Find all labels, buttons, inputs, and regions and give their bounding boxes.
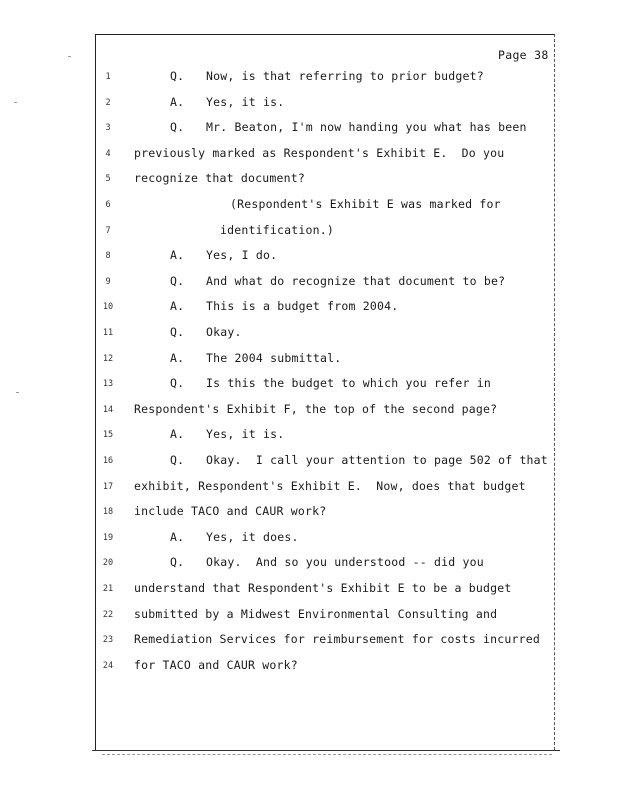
line-content: identification.) [220,222,334,237]
line-text [170,530,299,544]
page-number: Page 38 [498,48,549,62]
line-number: 18 [102,507,114,518]
line-content: Now, is that referring to prior budget? [206,69,484,83]
line-number: 3 [105,123,111,134]
line-number: 12 [102,353,114,364]
line-number: 9 [105,276,111,287]
transcript-line [0,555,618,573]
transcript-line [0,69,618,87]
line-text [134,171,305,185]
line-text [170,555,484,569]
speaker-label: Q. [170,120,185,135]
transcript-line [0,146,618,164]
line-text [170,325,242,339]
transcript-line [0,248,618,266]
line-content: Mr. Beaton, I'm now handing you what has been [206,120,527,135]
line-text [170,453,548,467]
page-bottom-rule [92,750,560,751]
line-text [170,248,277,262]
line-number: 6 [105,200,111,210]
line-content: Respondent's Exhibit F, the top of the second page? [134,401,498,416]
line-content: recognize that document? [134,171,305,186]
transcript-line [0,171,618,189]
line-text [134,504,326,518]
line-content: Okay. I call your attention to page 502 of that [206,453,548,467]
line-content: Okay. And so you understood -- did you [206,555,484,570]
transcript-line [0,581,618,599]
page-bottom-dashed-rule [102,754,552,755]
scan-speck [16,392,19,393]
speaker-label: A. [170,350,185,365]
line-text [170,427,284,441]
line-content: Is this the budget to which you refer in [206,376,491,391]
line-content: The 2004 submittal. [206,350,342,365]
line-text [134,658,298,672]
line-number: 7 [105,225,111,236]
line-content: understand that Respondent's Exhibit E to be a budget [134,581,512,595]
speaker-label: A. [170,94,185,109]
speaker-label: Q. [170,555,185,570]
line-number: 14 [102,404,114,415]
line-content: exhibit, Respondent's Exhibit E. Now, does that budget [134,478,526,493]
line-number: 17 [102,481,114,492]
line-text [134,146,504,160]
line-text [134,632,540,646]
line-content: Yes, I do. [206,248,278,263]
line-number: 2 [105,97,111,108]
speaker-label: A. [170,299,185,314]
line-content: for TACO and CAUR work? [134,657,298,672]
speaker-label: A. [170,529,185,544]
line-number: 20 [102,558,114,569]
line-text [170,376,491,390]
transcript-line [0,274,618,292]
line-number: 11 [102,328,114,338]
line-content: Yes, it is. [206,94,285,109]
line-text [170,69,484,83]
line-number: 13 [102,379,114,390]
line-number: 15 [102,430,114,441]
transcript-line [0,223,618,241]
transcript-line [0,530,618,548]
line-text [170,95,284,109]
speaker-label: Q. [170,453,185,467]
transcript-line [0,376,618,394]
line-text [134,581,512,595]
line-number: 22 [102,609,114,620]
speaker-label: Q. [170,376,185,391]
scan-speck [68,56,71,57]
line-number: 8 [105,251,111,262]
line-number: 19 [102,532,114,543]
line-text [170,274,505,288]
transcript-line [0,607,618,625]
line-content: previously marked as Respondent's Exhibit E. Do you [134,145,505,160]
line-text [170,120,527,134]
transcript-line [0,427,618,445]
transcript-line [0,325,618,343]
line-content: And what do recognize that document to be? [206,273,506,288]
line-content: Okay. [206,325,242,339]
transcript-line [0,299,618,317]
line-text [170,299,398,313]
line-number: 1 [105,72,111,82]
line-content: (Respondent's Exhibit E was marked for [230,197,501,211]
speaker-label: Q. [170,325,185,339]
line-text [134,402,497,416]
transcript-line [0,402,618,420]
line-content: Yes, it is. [206,427,285,442]
line-number: 10 [102,302,114,313]
line-number: 23 [102,635,114,646]
transcript-line [0,95,618,113]
speaker-label: A. [170,427,185,442]
line-number: 16 [102,456,114,466]
speaker-label: Q. [170,273,185,288]
line-content: This is a budget from 2004. [206,299,399,314]
transcript-line [0,632,618,650]
transcript-line [0,197,618,215]
speaker-label: A. [170,248,185,263]
line-text [134,479,526,493]
line-number: 24 [102,660,114,671]
transcript-line [0,351,618,369]
transcript-line [0,479,618,497]
line-content: submitted by a Midwest Environmental Consulting and [134,606,498,621]
line-content: include TACO and CAUR work? [134,504,327,519]
transcript-line [0,120,618,138]
line-number: 4 [105,148,111,159]
line-text [170,351,341,365]
line-number: 21 [102,584,114,594]
line-content: Yes, it does. [206,529,299,544]
line-text [230,197,501,211]
line-number: 5 [105,174,111,185]
transcript-line [0,453,618,471]
transcript-line [0,658,618,676]
line-content: Remediation Services for reimbursement for costs incurred [134,632,541,647]
transcript-line [0,504,618,522]
scan-speck [14,102,17,103]
line-text [220,223,334,237]
speaker-label: Q. [170,69,185,83]
line-text [134,607,497,621]
